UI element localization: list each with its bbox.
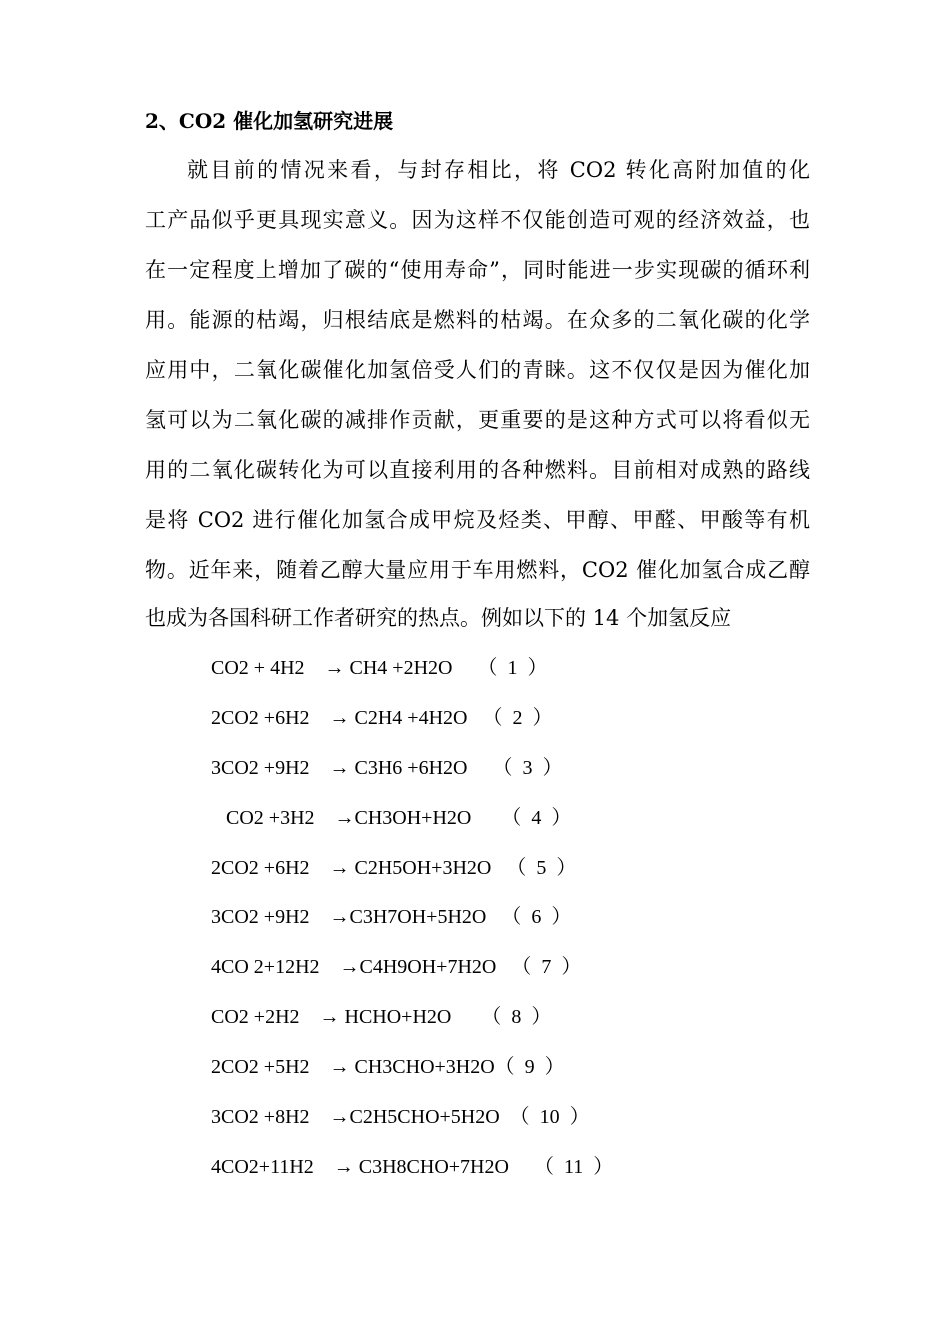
equation-11: 4CO2+11H2 → C3H8CHO+7H2O （ 11 ）: [211, 1156, 614, 1178]
equation-4: CO2 +3H2 →CH3OH+H2O （ 4 ）: [211, 807, 572, 829]
equation-10: 3CO2 +8H2 →C2H5CHO+5H2O （ 10 ）: [211, 1106, 590, 1128]
paragraph-line: 用。能源的枯竭，归根结底是燃料的枯竭。在众多的二氧化碳的化学: [145, 308, 810, 332]
section-heading: 2、CO2 催化加氢研究进展: [145, 109, 394, 133]
equation-1: CO2 + 4H2 → CH4 +2H2O （ 1 ）: [211, 657, 548, 679]
paragraph-line: 氢可以为二氧化碳的减排作贡献，更重要的是这种方式可以将看似无: [145, 408, 810, 432]
paragraph-line: 物。近年来，随着乙醇大量应用于车用燃料，CO2 催化加氢合成乙醇: [145, 558, 810, 582]
paragraph-line: 也成为各国科研工作者研究的热点。例如以下的 14 个加氢反应: [145, 606, 732, 630]
equation-7: 4CO 2+12H2 →C4H9OH+7H2O （ 7 ）: [211, 956, 582, 978]
equation-5: 2CO2 +6H2 → C2H5OH+3H2O （ 5 ）: [211, 857, 577, 879]
equation-2: 2CO2 +6H2 → C2H4 +4H2O （ 2 ）: [211, 707, 553, 729]
equation-6: 3CO2 +9H2 →C3H7OH+5H2O （ 6 ）: [211, 906, 572, 928]
paragraph-line: 应用中，二氧化碳催化加氢倍受人们的青睐。这不仅仅是因为催化加: [145, 358, 810, 382]
paragraph-line: 工产品似乎更具现实意义。因为这样不仅能创造可观的经济效益，也: [145, 208, 810, 232]
paragraph-line: 就目前的情况来看，与封存相比，将 CO2 转化高附加值的化: [187, 158, 810, 182]
equation-3: 3CO2 +9H2 → C3H6 +6H2O （ 3 ）: [211, 757, 563, 779]
equation-8: CO2 +2H2 → HCHO+H2O （ 8 ）: [211, 1006, 552, 1028]
paragraph-line: 在一定程度上增加了碳的“使用寿命”，同时能进一步实现碳的循环利: [145, 258, 810, 282]
paragraph-line: 是将 CO2 进行催化加氢合成甲烷及烃类、甲醇、甲醛、甲酸等有机: [145, 508, 810, 532]
paragraph-line: 用的二氧化碳转化为可以直接利用的各种燃料。目前相对成熟的路线: [145, 458, 810, 482]
equation-9: 2CO2 +5H2 → CH3CHO+3H2O（ 9 ）: [211, 1056, 565, 1078]
